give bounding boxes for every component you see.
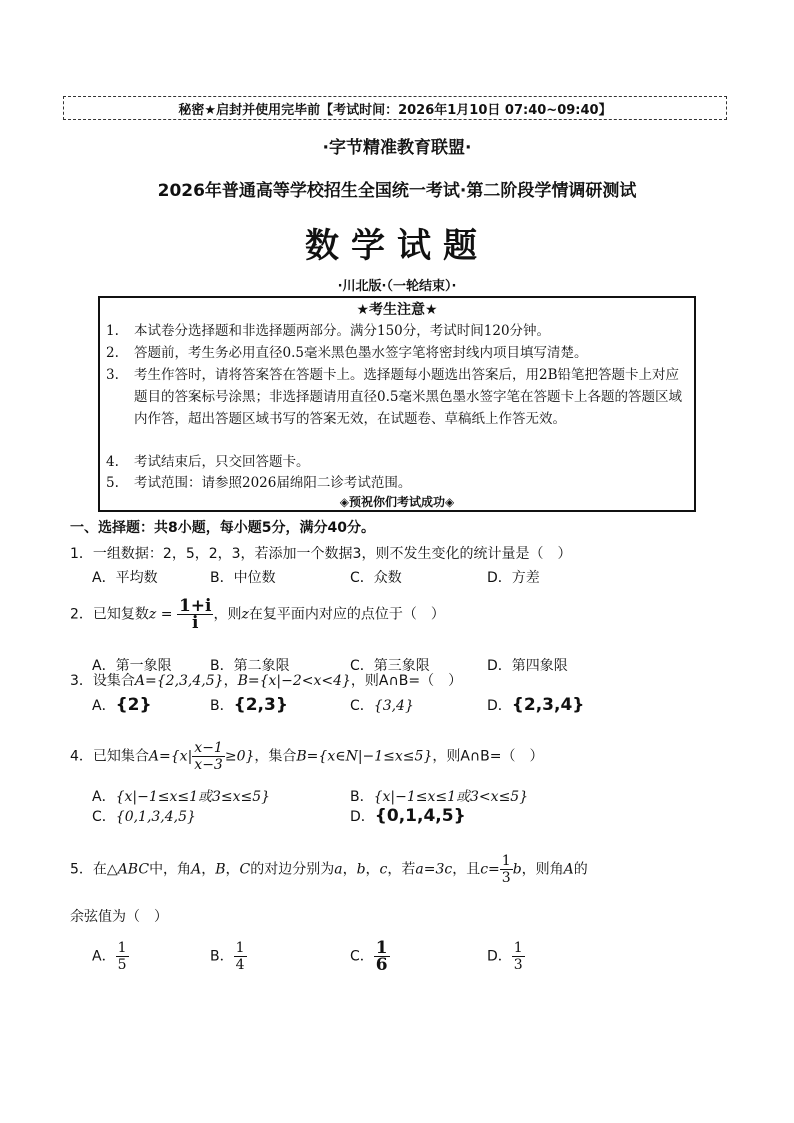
- notice-item-number: 4.: [106, 454, 119, 470]
- section-heading: 一、选择题：共8小题，每小题5分，满分40分。: [70, 520, 375, 536]
- q2-prefix: 2．已知复数: [70, 606, 149, 623]
- q5-condition-2-fraction: [500, 853, 513, 886]
- q2-variable-2: z: [241, 606, 249, 623]
- notice-item: [106, 320, 686, 342]
- q5-side-b: b: [356, 861, 366, 878]
- q2-denominator: i: [191, 613, 199, 633]
- q4-set-a-right: ≥0}: [224, 748, 255, 765]
- q5-condition-1: a=3c: [415, 861, 453, 878]
- q5-option-d-numerator: 1: [513, 940, 523, 956]
- q1-option-b: B．中位数: [210, 570, 276, 586]
- q2-option-c: C．第三象限: [350, 658, 430, 674]
- q5-side-c: c: [379, 861, 388, 878]
- q5-text-2: 的对边分别为: [250, 861, 335, 878]
- q2-variable: z: [148, 606, 157, 623]
- q4-denominator: x−3: [194, 757, 223, 773]
- alliance-name: ·字节精准教育联盟·: [322, 138, 472, 158]
- notice-item-text: 考生作答时，请将答案答在答题卡上。选择题每小题选出答案后，用2B铅笔把答题卡上对应题目的答案标号涂黑；非选择题请用直径0.5毫米黑色墨水签字笔在答题卡上各题的答题区域内作答，超出答题区域书写的答案无效，在试题卷、草稿纸上作答无效。: [134, 367, 682, 427]
- q3-option-b: [210, 695, 288, 715]
- q5-option-a-fraction: [116, 940, 129, 973]
- notice-item-text: 答题前，考生务必用直径0.5毫米黑色墨水签字笔将密封线内项目填写清楚。: [134, 345, 588, 361]
- notice-item-number: 5.: [106, 475, 119, 491]
- good-luck-line: ◈预祝你们考试成功◈: [339, 495, 455, 509]
- q4-set-a-left: A={x|: [148, 748, 193, 765]
- q5-option-c: [350, 940, 390, 973]
- q4-option-b-value: {x|−1≤x≤1或3<x≤5}: [373, 789, 529, 805]
- q5-text-1: 中，角: [149, 861, 192, 878]
- q4-separator: ，集合: [254, 748, 297, 765]
- q2-numerator: 1+i: [178, 596, 212, 616]
- q5-text-6: 的: [573, 861, 588, 878]
- q3-option-a-value: {2}: [115, 695, 152, 715]
- q5-comma: ，: [342, 861, 357, 878]
- q5-comma: ，: [365, 861, 380, 878]
- q5-text-3: ，若: [387, 861, 416, 878]
- q5-option-d-letter: D．: [487, 948, 512, 965]
- q5-option-a-letter: A．: [92, 948, 116, 965]
- q5-option-c-numerator: 1: [375, 938, 388, 958]
- notice-item: [106, 451, 686, 473]
- notice-item: [106, 364, 686, 452]
- q4-option-b-letter: B．: [350, 789, 374, 805]
- q5-condition-2-numerator: 1: [501, 853, 511, 869]
- q3-option-a-letter: A．: [92, 698, 116, 714]
- q4-option-c-letter: C．: [92, 809, 116, 825]
- q5-comma: ，: [225, 861, 240, 878]
- q5-option-d-fraction: [512, 940, 525, 973]
- q1-option-c: C．众数: [350, 570, 402, 586]
- q5-angle-c: C: [239, 861, 251, 878]
- q5-option-d-denominator: 3: [513, 957, 523, 973]
- q5-option-d: [487, 940, 525, 973]
- q4-fraction: [192, 740, 225, 773]
- question-5-stem-line-2: 余弦值为（ ）: [70, 909, 168, 925]
- q3-option-d: [487, 695, 584, 715]
- q4-option-a-value: {x|−1≤x≤1或3≤x≤5}: [115, 789, 271, 805]
- q4-set-b: B={x∈N|−1≤x≤5}: [296, 748, 433, 765]
- q5-option-a-numerator: 1: [117, 940, 127, 956]
- q4-prefix: 4．已知集合: [70, 748, 149, 765]
- q2-option-b: B．第二象限: [210, 658, 290, 674]
- q5-condition-2-left: c=: [480, 861, 500, 878]
- q4-option-a-letter: A．: [92, 789, 116, 805]
- q3-option-d-letter: D．: [487, 698, 512, 714]
- q5-angle-a-2: A: [563, 861, 574, 878]
- q1-option-d: D．方差: [487, 570, 540, 586]
- q5-option-c-letter: C．: [350, 948, 374, 965]
- q2-option-a: A．第一象限: [92, 658, 172, 674]
- q5-option-b-numerator: 1: [235, 940, 245, 956]
- q3-option-b-letter: B．: [210, 698, 234, 714]
- exam-title: 2026年普通高等学校招生全国统一考试·第二阶段学情调研测试: [157, 181, 637, 201]
- q3-option-c: [350, 695, 414, 715]
- q3-option-c-value: {3,4}: [373, 698, 414, 714]
- edition-label: ·川北版·（一轮结束）·: [337, 279, 457, 294]
- q4-option-d-letter: D．: [350, 809, 375, 825]
- q5-option-b-fraction: [234, 940, 247, 973]
- q3-option-a: [92, 695, 152, 715]
- q3-tail: ，则A∩B=（ ）: [350, 673, 463, 689]
- q3-option-d-value: {2,3,4}: [511, 695, 585, 715]
- notice-item-text: 考试范围：请参照2026届绵阳二诊考试范围。: [134, 475, 412, 491]
- q4-option-a: [92, 786, 270, 806]
- q5-condition-2-denominator: 3: [501, 870, 511, 886]
- notice-item-number: 1.: [106, 323, 119, 339]
- q5-option-b-denominator: 4: [235, 957, 245, 973]
- q5-side-a: a: [334, 861, 343, 878]
- notice-item-number: 3.: [106, 367, 119, 383]
- question-1-stem: 1．一组数据：2，5，2，3，若添加一个数据3，则不发生变化的统计量是（ ）: [70, 546, 572, 562]
- q4-option-b: [350, 786, 528, 806]
- question-3-stem: [70, 670, 462, 690]
- q4-tail: ，则A∩B=（ ）: [432, 748, 544, 765]
- q2-option-d: D．第四象限: [487, 658, 568, 674]
- subject-title: 数学试题: [305, 226, 489, 266]
- q5-comma: ，: [201, 861, 216, 878]
- question-2-stem: [70, 598, 445, 631]
- q5-text-5: ，则角: [521, 861, 564, 878]
- q4-option-d-value: {0,1,4,5}: [374, 806, 466, 826]
- notice-item-number: 2.: [106, 345, 119, 361]
- q3-set-a: A={2,3,4,5}: [134, 673, 224, 689]
- secret-banner-text: 秘密★启封并使用完毕前【考试时间：2026年1月10日 07:40~09:40】: [178, 103, 612, 118]
- q5-condition-2-right: b: [512, 861, 522, 878]
- q3-separator: ，: [223, 673, 238, 689]
- q2-suffix-2: 在复平面内对应的点位于（ ）: [248, 606, 445, 623]
- q2-suffix: ，则: [213, 606, 242, 623]
- q5-option-a: [92, 940, 129, 973]
- q5-angle-a: A: [191, 861, 202, 878]
- notice-item: [106, 472, 686, 494]
- q3-option-c-letter: C．: [350, 698, 374, 714]
- q2-fraction: [177, 598, 214, 631]
- q5-triangle: △ABC: [106, 861, 150, 878]
- notice-item: [106, 342, 686, 364]
- q3-prefix: 3．设集合: [70, 673, 135, 689]
- q4-option-c-value: {0,1,3,4,5}: [115, 809, 196, 825]
- notice-item-text: 本试卷分选择题和非选择题两部分。满分150分，考试时间120分钟。: [134, 323, 551, 339]
- q5-option-b: [210, 940, 247, 973]
- q5-option-c-fraction: [374, 940, 390, 973]
- q1-option-a: A．平均数: [92, 570, 158, 586]
- notice-title: ★考生注意★: [356, 302, 438, 318]
- q5-option-b-letter: B．: [210, 948, 234, 965]
- q3-set-b: B={x|−2<x<4}: [237, 673, 351, 689]
- question-5-stem: [70, 853, 588, 886]
- q5-angle-b: B: [215, 861, 226, 878]
- q2-equals: =: [156, 606, 177, 623]
- q4-numerator: x−1: [194, 740, 223, 756]
- q3-option-b-value: {2,3}: [233, 695, 288, 715]
- q4-option-d: [350, 806, 466, 826]
- question-4-stem: [70, 740, 544, 773]
- q5-option-a-denominator: 5: [117, 957, 127, 973]
- q5-prefix: 5．在: [70, 861, 107, 878]
- notice-item-text: 考试结束后，只交回答题卡。: [134, 454, 310, 470]
- q5-option-c-denominator: 6: [375, 955, 388, 975]
- q4-option-c: [92, 806, 196, 826]
- q5-text-4: ，且: [452, 861, 481, 878]
